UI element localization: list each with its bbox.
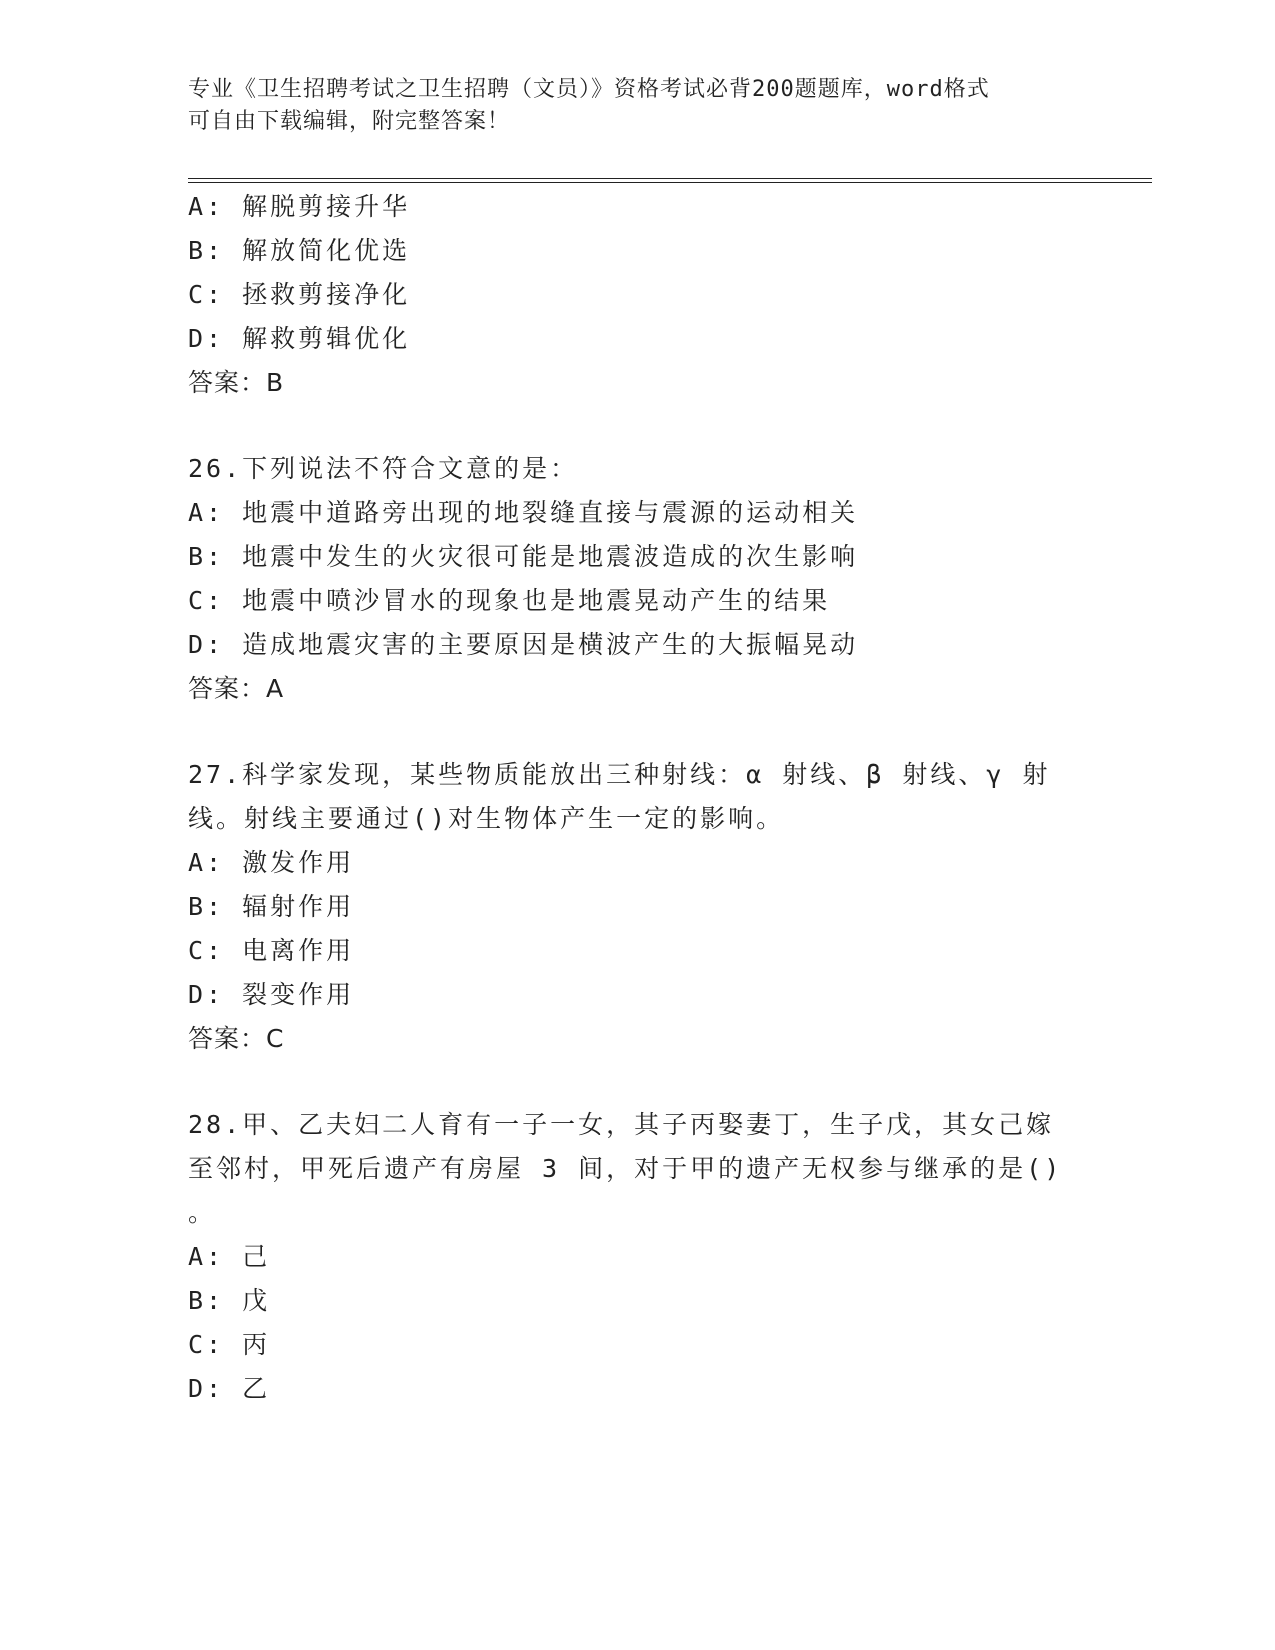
- q27-option-a: A: 激发作用: [188, 848, 355, 877]
- q27-option-d: D: 裂变作用: [188, 980, 355, 1009]
- q25-option-d: D: 解救剪辑优化: [188, 324, 411, 353]
- q25-option-a: A: 解脱剪接升华: [188, 192, 411, 221]
- q25-option-c: C: 拯救剪接净化: [188, 280, 411, 309]
- q28-option-b: B: 戊: [188, 1286, 271, 1315]
- q26-option-b: B: 地震中发生的火灾很可能是地震波造成的次生影响: [188, 542, 859, 571]
- document-header: [188, 74, 1088, 138]
- q28-option-c: C: 丙: [188, 1330, 271, 1359]
- q28-stem-line-2: 至邻村，甲死后遗产有房屋 3 间，对于甲的遗产无权参与继承的是(): [188, 1154, 1063, 1183]
- q25-answer: 答案：B: [188, 368, 285, 397]
- header-rule-top: [188, 178, 1152, 179]
- q26-option-d: D: 造成地震灾害的主要原因是横波产生的大振幅晃动: [188, 630, 859, 659]
- q26-stem: 26.下列说法不符合文意的是：: [188, 454, 579, 483]
- q27-stem-line-1: 27.科学家发现，某些物质能放出三种射线：α 射线、β 射线、γ 射: [188, 760, 1051, 789]
- q28-stem-line-3: 。: [188, 1198, 217, 1227]
- q28-option-a: A: 己: [188, 1242, 271, 1271]
- q28-option-d: D: 乙: [188, 1374, 271, 1403]
- q28-stem-line-1: 28.甲、乙夫妇二人育有一子一女，其子丙娶妻丁，生子戊，其女己嫁: [188, 1110, 1055, 1139]
- header-rule-bottom: [188, 182, 1152, 183]
- header-line-1: 专业《卫生招聘考试之卫生招聘（文员）》资格考试必背200题题库，word格式: [188, 77, 990, 102]
- q25-option-b: B: 解放简化优选: [188, 236, 411, 265]
- q27-option-c: C: 电离作用: [188, 936, 355, 965]
- q26-option-c: C: 地震中喷沙冒水的现象也是地震晃动产生的结果: [188, 586, 831, 615]
- q26-option-a: A: 地震中道路旁出现的地裂缝直接与震源的运动相关: [188, 498, 859, 527]
- header-line-2: 可自由下载编辑，附完整答案！: [188, 109, 511, 134]
- q26-answer: 答案：A: [188, 674, 285, 703]
- q27-stem-line-2: 线。射线主要通过()对生物体产生一定的影响。: [188, 804, 785, 833]
- q27-answer: 答案：C: [188, 1024, 285, 1053]
- q27-option-b: B: 辐射作用: [188, 892, 355, 921]
